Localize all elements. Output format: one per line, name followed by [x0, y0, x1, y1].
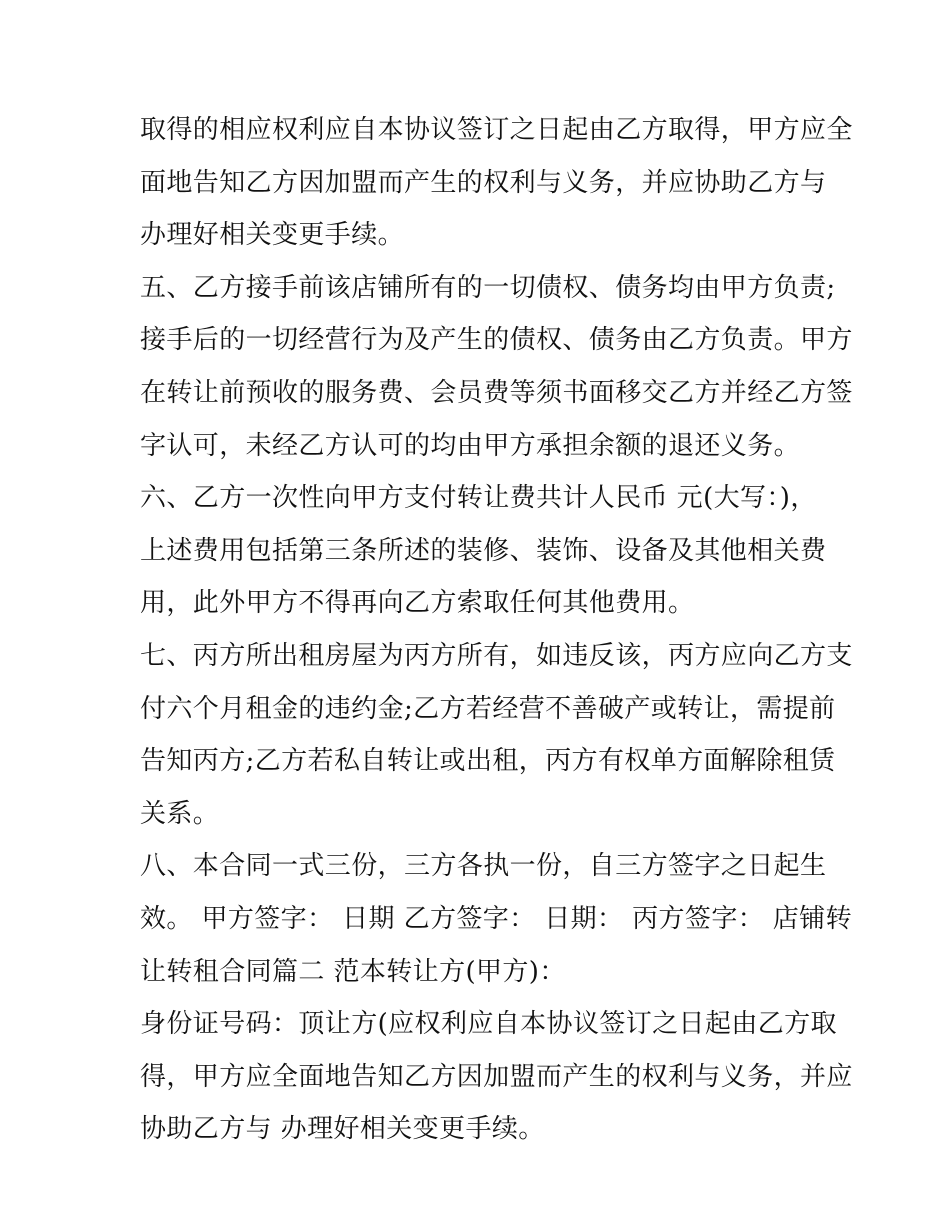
text-line: 付六个月租金的违约金;乙方若经营不善破产或转让，需提前 [140, 693, 836, 724]
text-line: 得，甲方应全面地告知乙方因加盟而产生的权利与义务，并应 [140, 1061, 853, 1092]
text-line: 五、乙方接手前该店铺所有的一切债权、债务均由甲方负责; [140, 272, 836, 303]
text-line: 六、乙方一次性向甲方支付转让费共计人民币 元(大写：)， [140, 483, 817, 514]
text-line: 八、本合同一式三份，三方各执一份，自三方签字之日起生 [140, 851, 827, 882]
text-line: 告知丙方;乙方若私自转让或出租，丙方有权单方面解除租赁 [140, 746, 836, 777]
text-line: 用，此外甲方不得再向乙方索取任何其他费用。 [140, 588, 695, 619]
text-line: 取得的相应权利应自本协议签订之日起由乙方取得，甲方应全 [140, 115, 853, 145]
text-line: 上述费用包括第三条所述的装修、装饰、设备及其他相关费 [140, 535, 827, 566]
text-line: 效。 甲方签字： 日期 乙方签字： 日期： 丙方签字： 店铺转 [140, 903, 852, 934]
text-line: 让转租合同篇二 范本转让方(甲方)： [140, 956, 566, 987]
text-line: 面地告知乙方因加盟而产生的权利与义务，并应协助乙方与 [140, 167, 827, 198]
text-line: 七、丙方所出租房屋为丙方所有，如违反该，丙方应向乙方支 [140, 640, 853, 671]
document-body [140, 104, 853, 1156]
text-line: 办理好相关变更手续。 [140, 220, 405, 251]
text-line: 字认可，未经乙方认可的均由甲方承担余额的退还义务。 [140, 430, 801, 461]
text-line: 接手后的一切经营行为及产生的债权、债务由乙方负责。甲方 [140, 325, 853, 356]
text-line: 关系。 [140, 798, 220, 829]
text-line: 身份证号码：顶让方(应权利应自本协议签订之日起由乙方取 [140, 1009, 837, 1040]
text-line: 协助乙方与 办理好相关变更手续。 [140, 1114, 545, 1145]
text-line: 在转让前预收的服务费、会员费等须书面移交乙方并经乙方签 [140, 377, 853, 408]
